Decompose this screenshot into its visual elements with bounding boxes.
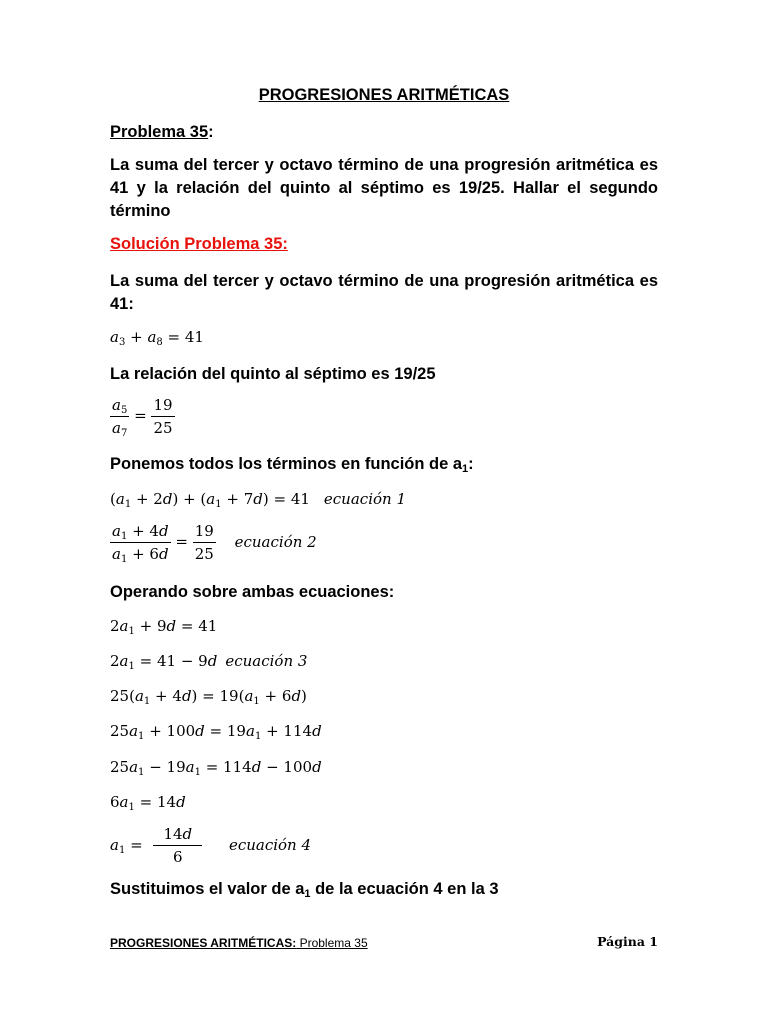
eq2-denominator: $a_1 + 6d$ [112,545,169,565]
equation-sum: $a_3 + a_8 = 41$ [110,328,204,348]
subscript-one: 1 [462,463,469,475]
equation-4 [110,652,658,670]
equation-9-tag: ecuación 4 [228,835,312,854]
equation-2: $\frac{a_1 + 4d}{a_1 + 6d}$ = $\frac{19}{25}$ ecuación 2 [112,522,317,565]
eq9-denominator: 6 [173,848,183,866]
footer-left [110,936,368,950]
problem-statement: La suma del tercer y octavo término de una progresión aritmética es 41 y la relación del quinto al séptimo es 19/25. Hallar el segundo término [110,156,658,220]
equation-1-body: $(a_1 + 2d) + (a_1 + 7d) = 41$ [110,490,310,510]
equation-4-tag: ecuación 3 [225,652,308,670]
equation-5: $25(a_1 + 4d) = 19(a_1 + 6d)$ [110,687,307,707]
subscript-one-2: 1 [304,888,311,900]
paragraph-ratio: La relación del quinto al séptimo es 19/25 [110,365,436,383]
eq9-numerator: 14d [153,825,202,846]
problem-label: Problema 35 [110,123,209,141]
footer-problem: Problema 35 [299,936,368,950]
equation-1 [110,490,658,508]
problem-heading [110,123,658,142]
page-number: Página 1 [597,934,658,949]
ratio-numerator: $a_5$ [112,396,128,416]
ratio-rhs-denominator: 25 [153,419,173,437]
page-title: PROGRESIONES ARITMÉTICAS [258,86,510,104]
paragraph-substitute-suffix: de la ecuación 4 en la 3 [310,880,499,898]
paragraph-function-suffix: : [468,455,474,473]
paragraph-function [110,453,658,476]
paragraph-substitute-text: Sustituimos el valor de a [110,880,305,898]
equation-9-lhs: $a_1$ = [110,835,143,856]
ratio-rhs-numerator: 19 [151,396,174,417]
eq2-numerator: $a_1 + 4d$ [112,522,169,542]
solution-heading: Solución Problema 35: [110,235,288,253]
equation-6: $25a_1 + 100d = 19a_1 + 114d$ [110,722,322,742]
equation-8: $6a_1 = 14d$ [110,793,186,813]
footer-title: PROGRESIONES ARITMÉTICAS: [110,936,297,950]
ratio-denominator: $a_7$ [112,419,128,439]
equation-3: $2a_1 + 9d = 41$ [110,617,218,637]
page-footer [110,933,658,952]
paragraph-sum: La suma del tercer y octavo término de una progresión aritmética es 41: [110,272,658,313]
paragraph-operating: Operando sobre ambas ecuaciones: [110,583,395,601]
equation-9 [110,825,658,866]
equation-ratio: $\frac{a_5}{a_7}$ = $\frac{19}{25}$ [112,396,173,439]
eq2-rhs-numerator: 19 [193,522,216,543]
paragraph-function-text: Ponemos todos los términos en función de a [110,455,463,473]
equation-1-tag: ecuación 1 [323,490,406,508]
eq2-rhs-denominator: 25 [194,545,214,563]
equation-4-body: $2a_1 = 41 - 9d$ [110,652,218,672]
equation-2-tag: ecuación 2 [234,532,317,551]
paragraph-substitute [110,878,658,901]
problem-colon: : [208,123,214,141]
equation-7: $25a_1 - 19a_1 = 114d - 100d$ [110,758,322,778]
